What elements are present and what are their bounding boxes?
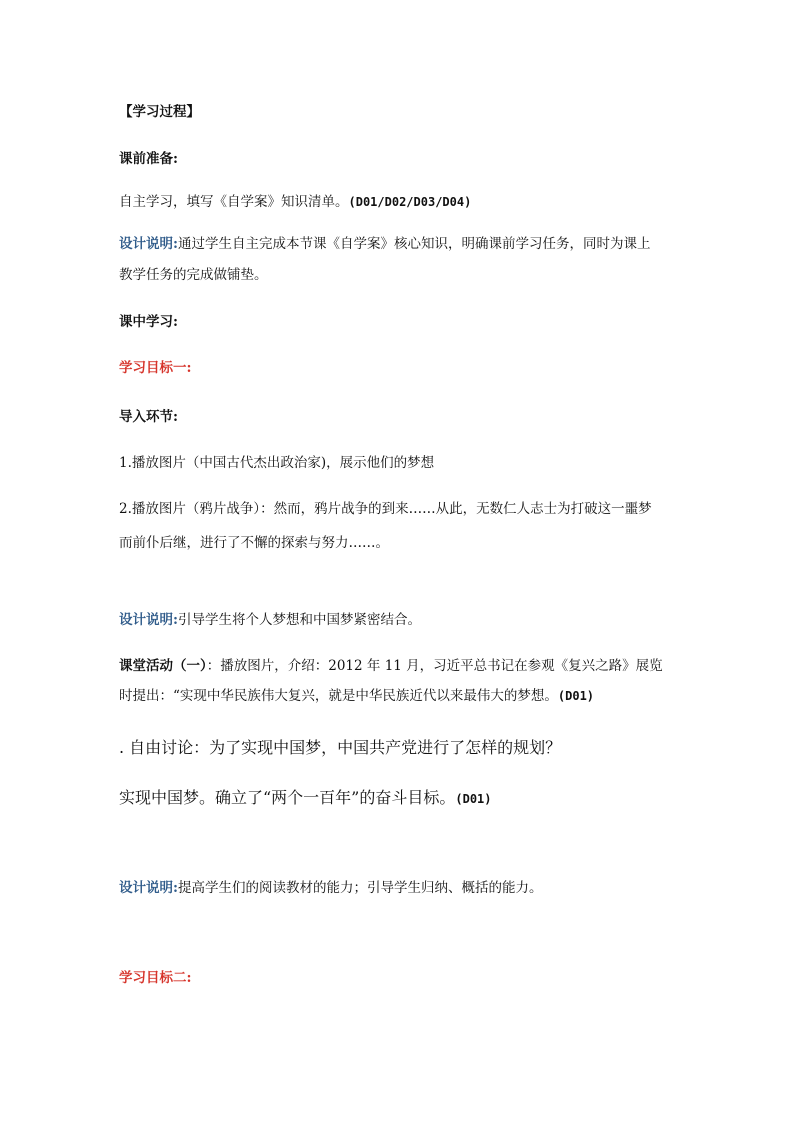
pre-class-paragraph	[119, 192, 471, 212]
pre-class-text: 自主学习，填写《自学案》知识清单。	[119, 194, 349, 210]
design-note-1-line-1	[119, 234, 650, 254]
design-label: 设计说明:	[119, 880, 178, 896]
activity-line-2	[119, 686, 594, 706]
design-note-1-line-2: 教学任务的完成做铺垫。	[119, 267, 268, 283]
activity-text-1: ：播放图片，介绍：2012 年 11 月，习近平总书记在参观《复兴之路》展览	[206, 658, 663, 674]
list-item-1: 1.播放图片（中国古代杰出政治家)，展示他们的梦想	[119, 455, 435, 471]
design-label: 设计说明:	[119, 236, 178, 252]
answer-code: (D01)	[455, 792, 492, 806]
pre-class-title: 课前准备:	[119, 151, 178, 167]
list-item-2-line-2: 而前仆后继，进行了不懈的探索与努力……。	[119, 535, 389, 551]
design-note-2	[119, 610, 421, 630]
discussion-question: . 自由讨论：为了实现中国梦，中国共产党进行了怎样的规划？	[119, 738, 562, 757]
goal-1-title: 学习目标一:	[119, 360, 192, 376]
list-item-2-line-1: 2.播放图片（鸦片战争）：然而，鸦片战争的到来……从此，无数仁人志士为打破这一噩梦	[119, 501, 652, 517]
pre-class-code: (D01/D02/D03/D04)	[348, 195, 472, 209]
design-label: 设计说明:	[119, 612, 178, 628]
design-text-3: 提高学生们的阅读教材的能力；引导学生归纳、概括的能力。	[177, 880, 543, 896]
design-note-3	[119, 878, 542, 898]
activity-line-1	[119, 656, 663, 676]
activity-label: 课堂活动（一）	[119, 658, 207, 674]
design-text-1a: 通过学生自主完成本节课《自学案》核心知识，明确课前学习任务，同时为课上	[177, 236, 651, 252]
activity-code: (D01)	[557, 689, 595, 703]
answer-text: 实现中国梦。确立了“两个一百年”的奋斗目标。	[119, 788, 456, 807]
activity-text-2: 时提出：“实现中华民族伟大复兴，就是中华民族近代以来最伟大的梦想。	[119, 688, 558, 704]
intro-title: 导入环节:	[119, 409, 178, 425]
design-text-2: 引导学生将个人梦想和中国梦紧密结合。	[177, 612, 421, 628]
in-class-title: 课中学习:	[119, 314, 178, 330]
goal-2-title: 学习目标二:	[119, 970, 192, 986]
answer-line	[119, 788, 492, 809]
section-heading: 【学习过程】	[119, 104, 200, 120]
